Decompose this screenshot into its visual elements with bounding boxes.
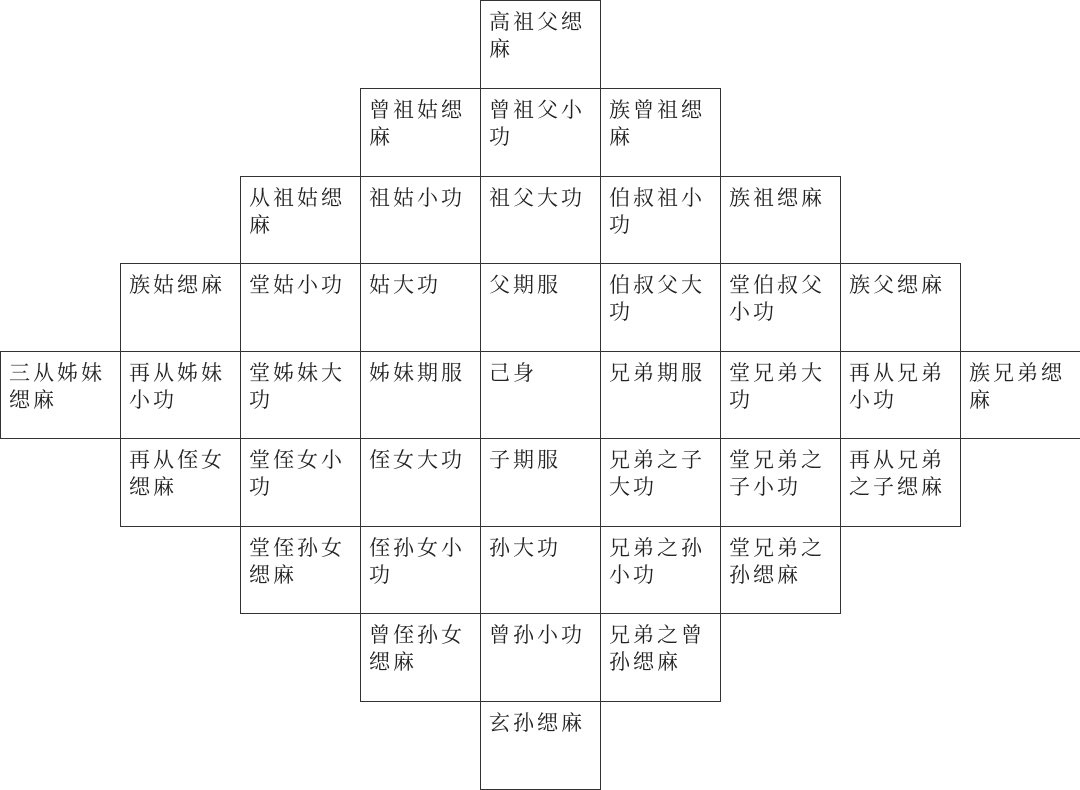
kinship-cell: 再从姊妹小功 <box>120 351 241 439</box>
kinship-cell: 兄弟之曾孙缌麻 <box>600 613 721 702</box>
kinship-cell: 伯叔父大功 <box>600 263 721 352</box>
kinship-cell: 从祖姑缌麻 <box>240 176 361 264</box>
kinship-cell: 族父缌麻 <box>840 263 961 352</box>
kinship-cell: 堂姑小功 <box>240 263 361 352</box>
kinship-cell: 堂兄弟之子小功 <box>720 438 841 527</box>
kinship-cell: 曾祖父小功 <box>480 88 601 177</box>
kinship-cell: 玄孙缌麻 <box>480 701 601 790</box>
kinship-cell: 祖父大功 <box>480 176 601 264</box>
kinship-cell: 再从兄弟之子缌麻 <box>840 438 961 527</box>
kinship-cell: 兄弟之子大功 <box>600 438 721 527</box>
kinship-cell: 族祖缌麻 <box>720 176 841 264</box>
kinship-cell: 堂兄弟之孙缌麻 <box>720 526 841 614</box>
kinship-cell: 堂姊妹大功 <box>240 351 361 439</box>
kinship-cell: 高祖父缌麻 <box>480 0 601 89</box>
kinship-cell: 族曾祖缌麻 <box>600 88 721 177</box>
kinship-cell: 族兄弟缌麻 <box>960 351 1080 439</box>
kinship-cell: 再从兄弟小功 <box>840 351 961 439</box>
kinship-cell: 曾侄孙女缌麻 <box>360 613 481 702</box>
kinship-cell: 曾孙小功 <box>480 613 601 702</box>
kinship-cell: 孙大功 <box>480 526 601 614</box>
kinship-cell: 侄女大功 <box>360 438 481 527</box>
kinship-cell: 三从姊妹缌麻 <box>0 351 121 439</box>
kinship-cell: 再从侄女缌麻 <box>120 438 241 527</box>
kinship-cell: 兄弟期服 <box>600 351 721 439</box>
kinship-cell: 堂兄弟大功 <box>720 351 841 439</box>
kinship-cell: 堂侄孙女缌麻 <box>240 526 361 614</box>
kinship-cell: 己身 <box>480 351 601 439</box>
kinship-cell: 父期服 <box>480 263 601 352</box>
kinship-cell: 堂伯叔父小功 <box>720 263 841 352</box>
kinship-cell: 曾祖姑缌麻 <box>360 88 481 177</box>
kinship-cell: 子期服 <box>480 438 601 527</box>
kinship-cell: 族姑缌麻 <box>120 263 241 352</box>
kinship-cell: 堂侄女小功 <box>240 438 361 527</box>
kinship-cell: 祖姑小功 <box>360 176 481 264</box>
kinship-cell: 姊妹期服 <box>360 351 481 439</box>
kinship-cell: 姑大功 <box>360 263 481 352</box>
kinship-cell: 侄孙女小功 <box>360 526 481 614</box>
kinship-cell: 伯叔祖小功 <box>600 176 721 264</box>
kinship-cell: 兄弟之孙小功 <box>600 526 721 614</box>
